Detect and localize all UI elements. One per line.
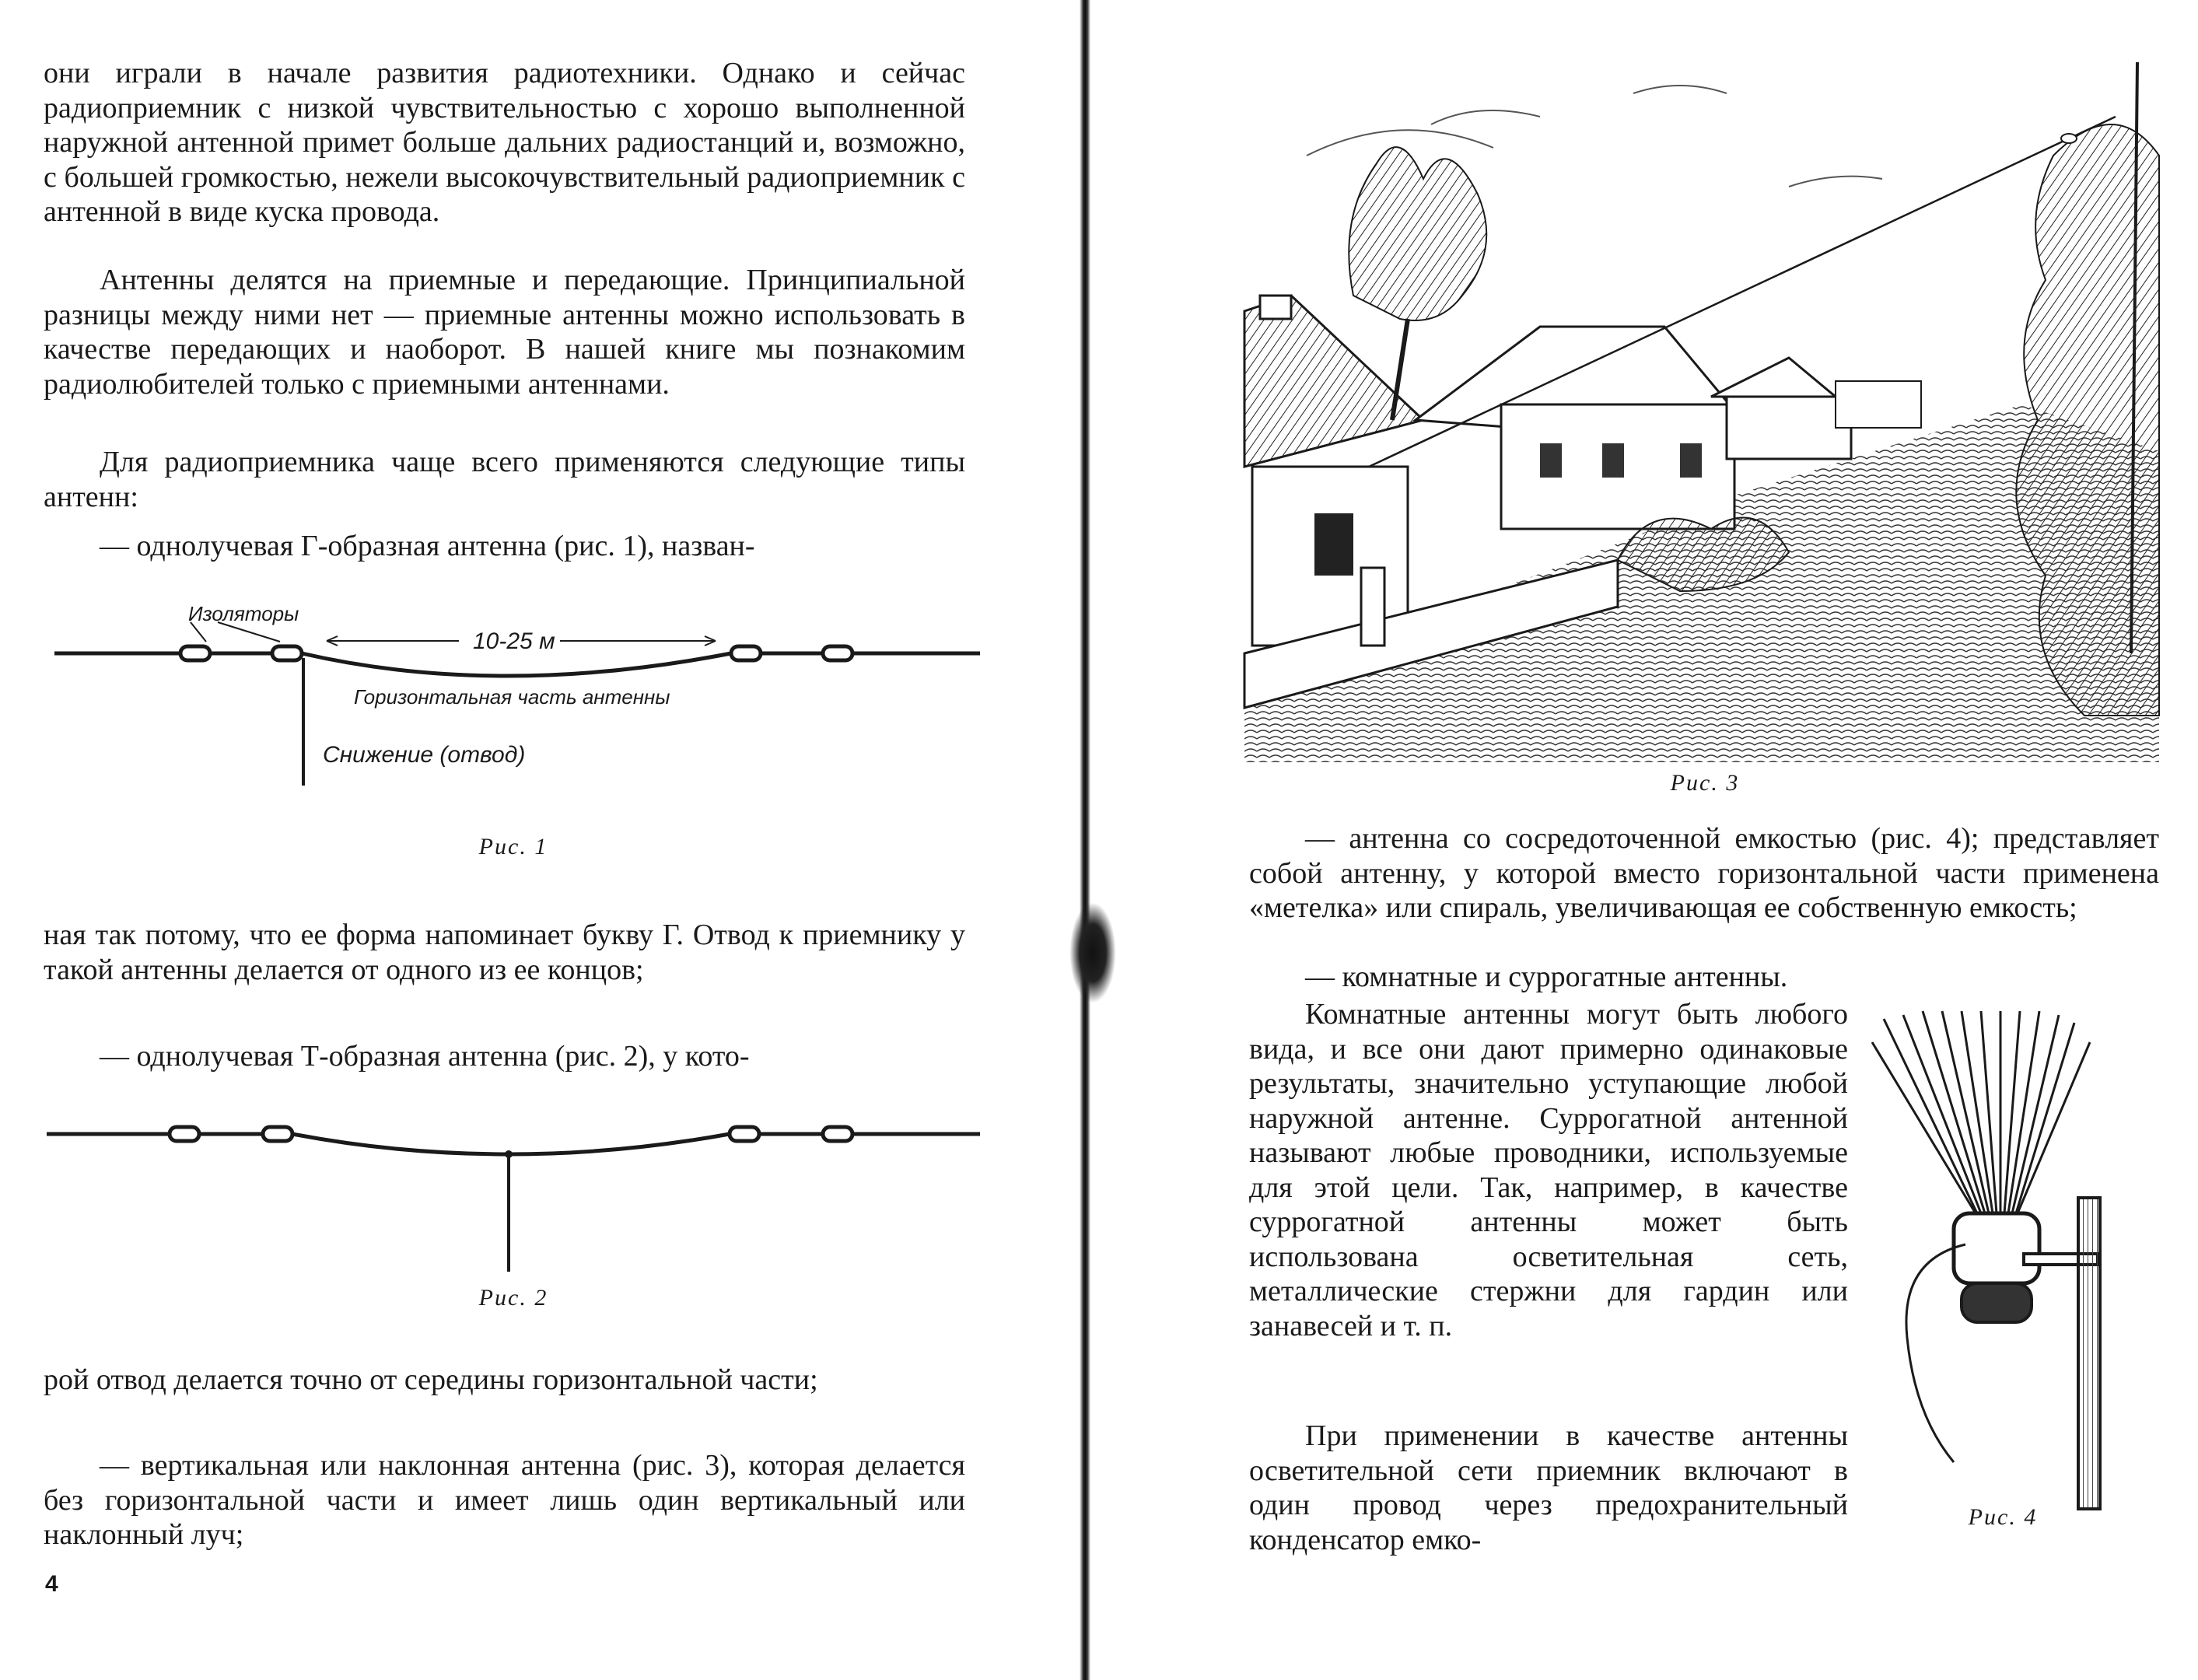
fig4-whisk-collar bbox=[1954, 1213, 2039, 1283]
fig3-antenna-insulator bbox=[2061, 134, 2077, 143]
fig3-left-house-window bbox=[1314, 513, 1353, 576]
fig3-left-house-chimney bbox=[1260, 296, 1291, 319]
right-paragraph-1: — антенна со сосредоточенной емкостью (рис. 4); представляет собой антенну, у которой вместо горизонтальной части применена «метелка» или спираль, увеличивающая ее собственную емкость; bbox=[1249, 822, 2159, 924]
left-paragraph-5: ная так потому, что ее форма напоминает букву Г. Отвод к приемнику у такой антенны делается от одного из ее концов; bbox=[44, 919, 965, 986]
fig1-insulator-1 bbox=[180, 646, 210, 660]
fig2-insulator-1 bbox=[170, 1127, 199, 1141]
figure-2-diagram bbox=[47, 1112, 980, 1276]
left-paragraph-7: рой отвод делается точно от середины горизонтальной части; bbox=[44, 1363, 818, 1396]
right-paragraph-2: — комнатные и суррогатные антенны. bbox=[1305, 961, 1788, 993]
left-page bbox=[0, 0, 1080, 1680]
fig4-whisk-base bbox=[1962, 1283, 2032, 1322]
fig1-length-label: 10-25 м bbox=[473, 628, 555, 654]
fig4-pole bbox=[2078, 1198, 2100, 1509]
fig1-horizontal-label: Горизонтальная часть антенны bbox=[354, 685, 670, 709]
left-paragraph-2: Антенны делятся на приемные и передающие. Принципиальной разницы между ними нет — приемные антенны можно использовать в качестве передающих и наоборот. В нашей книге мы познакомим радиолюбителей только с приемными антеннами. bbox=[44, 264, 965, 401]
fig4-caption: Рис. 4 bbox=[1968, 1504, 2038, 1530]
fig1-insulator-4 bbox=[823, 646, 852, 660]
fig2-insulator-2 bbox=[263, 1127, 292, 1141]
right-page bbox=[1090, 0, 2198, 1680]
figure-4-illustration bbox=[1868, 1011, 2117, 1509]
figure-3-illustration bbox=[1244, 62, 2159, 762]
fig1-downlead-label: Снижение (отвод) bbox=[323, 742, 526, 768]
fig3-far-house-roof bbox=[1711, 358, 1836, 397]
fig3-far-house-wall bbox=[1727, 397, 1851, 459]
fig4-whisk-bristles bbox=[1872, 1011, 2090, 1213]
fig3-far-house-2 bbox=[1836, 381, 1921, 428]
left-paragraph-6: — однолучевая Т-образная антенна (рис. 2), у кото- bbox=[100, 1040, 750, 1073]
left-paragraph-1: они играли в начале развития радиотехники. Однако и сейчас радиоприемник с низкой чувствительностью с хорошо выполненной наружной антенной примет больше дальних радиостанций и, возможно, с большей громкостью, нежели высокочувствительный радиоприемник с антенной в виде куска провода. bbox=[44, 57, 965, 228]
fig2-caption: Рис. 2 bbox=[478, 1285, 548, 1311]
fig1-caption: Рис. 1 bbox=[478, 834, 548, 859]
fig3-middle-house-window-2 bbox=[1602, 443, 1624, 478]
fig2-insulator-3 bbox=[730, 1127, 759, 1141]
left-paragraph-3: Для радиоприемника чаще всего применяются следующие типы антенн: bbox=[44, 446, 965, 513]
page-number: 4 bbox=[45, 1571, 58, 1597]
fig1-insulators-label: Изоляторы bbox=[188, 602, 299, 625]
fig3-middle-house-window-1 bbox=[1540, 443, 1562, 478]
fig2-insulator-4 bbox=[823, 1127, 852, 1141]
fig3-left-tree bbox=[1349, 147, 1486, 320]
right-paragraph-3: Комнатные антенны могут быть любого вида, и все они дают примерно одинаковые результаты, значительно уступающие любой наружной антенне. Суррогатной антенной называют любые проводники, используемые для этой цели. Так, например, в качестве суррогатной антенны может быть использована осветительная сеть, металлические стержни для гардин или занавесей и т. п. bbox=[1249, 998, 1848, 1342]
right-paragraph-4: При применении в качестве антенны осветительной сети приемник включают в один провод через предохранительный конденсатор емко- bbox=[1249, 1419, 1848, 1556]
fig3-gate bbox=[1361, 568, 1384, 646]
fig1-antenna-wire bbox=[302, 653, 731, 676]
fig3-caption: Рис. 3 bbox=[1670, 770, 1740, 796]
left-paragraph-8: — вертикальная или наклонная антенна (рис. 3), которая делается без горизонтальной части и имеет лишь один вертикальный или наклонный луч; bbox=[44, 1449, 965, 1551]
fig1-insulator-2 bbox=[272, 646, 302, 660]
fig3-middle-house-window-3 bbox=[1680, 443, 1702, 478]
book-gutter bbox=[1080, 0, 1090, 1680]
left-paragraph-4: — однолучевая Г-образная антенна (рис. 1), назван- bbox=[100, 530, 755, 562]
figure-1-diagram bbox=[47, 599, 980, 786]
fig1-insulator-3 bbox=[731, 646, 761, 660]
